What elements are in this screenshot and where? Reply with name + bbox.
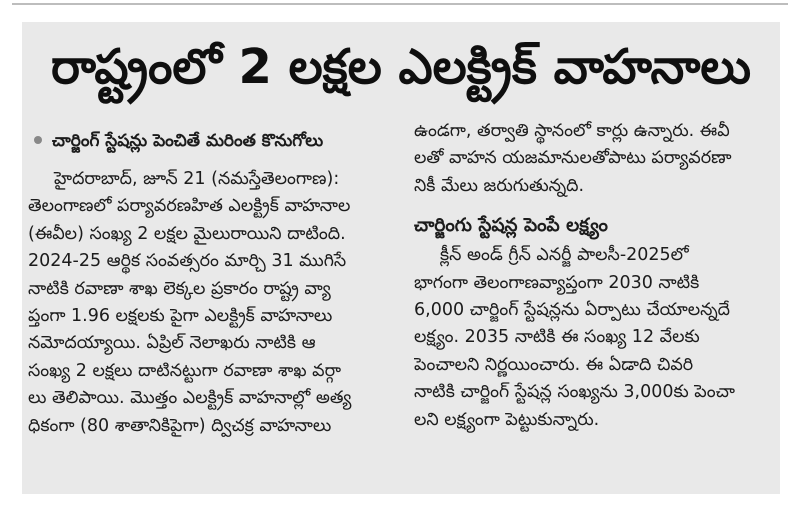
body-line: సంఖ్య 2 లక్షలు దాటినట్టుగా రవాణా శాఖ వర్గా [28, 360, 341, 381]
body-line: ప్తంగా 1.96 లక్షలకు పైగా ఎలక్ట్రిక్ వాహనాలు [28, 306, 333, 327]
body-line: క్లీన్ అండ్ గ్రీన్ ఎనర్జీ పాలసీ-2025లో [440, 245, 689, 266]
dateline: హైదరాబాద్, జూన్ 21 (నమస్తేతెలంగాణ): [54, 169, 340, 189]
body-line: (ఈవీల) సంఖ్య 2 లక్షల మైలురాయిని దాటింది. [28, 223, 346, 244]
body-line: నాటికి రవాణా శాఖ లెక్కల ప్రకారం రాష్ట్ర వ్యా [28, 278, 331, 299]
headline: రాష్ట్రంలో 2 లక్షల ఎలక్ట్రిక్ వాహనాలు [50, 39, 752, 95]
body-line: నమోదయ్యాయి. ఏప్రిల్ నెలాఖరు నాటికి ఆ [28, 333, 316, 354]
left-column [28, 126, 394, 440]
body-line: పెంచాలని నిర్ణయించారు. ఈ ఏడాది చివరి [414, 354, 694, 375]
body-line: భాగంగా తెలంగాణవ్యాప్తంగా 2030 నాటికి [414, 272, 700, 293]
body-line: నికీ మేలు జరుగుతున్నది. [414, 175, 585, 196]
body-line: 6,000 చార్జింగ్ స్టేషన్లను ఏర్పాటు చేయాలన్నదే [414, 300, 731, 321]
right-column [414, 118, 774, 434]
body-line: లతో వాహన యజమానులతోపాటు పర్యావరణా [414, 148, 732, 169]
spacer [28, 156, 394, 166]
article-card [22, 22, 780, 494]
body-line: లు తెలిపాయి. మొత్తం ఎలక్ట్రిక్ వాహనాల్లో అత్య [28, 388, 352, 409]
body-line: నాటికి చార్జింగ్ స్టేషన్ల సంఖ్యను 3,000కు పెంచా [414, 382, 735, 403]
body-line: 2024-25 ఆర్థిక సంవత్సరం మార్చి 31 ముగిసే [28, 251, 347, 272]
body-line: ఉండగా, తర్వాతి స్థానంలో కార్లు ఉన్నారు. ఈవీ [414, 121, 730, 141]
body-line: లక్ష్యం. 2035 నాటికి ఈ సంఖ్య 12 వేలకు [414, 327, 700, 348]
body-line: తెలంగాణలో పర్యావరణహిత ఎలక్ట్రిక్ వాహనాల [28, 196, 351, 217]
subheading: చార్జింగు స్టేషన్ల పెంపే లక్ష్యం [414, 215, 608, 237]
top-divider [12, 3, 788, 5]
body-line: ధికంగా (80 శాతానికిపైగా) ద్విచక్ర వాహనాలు [28, 415, 332, 436]
top-strip [0, 0, 800, 16]
bullet-text: చార్జింగ్ స్టేషన్లు పెంచితే మరింత కొనుగోలు [52, 131, 324, 151]
bullet-point [28, 126, 394, 156]
body-line: లని లక్ష్యంగా పెట్టుకున్నారు. [414, 409, 600, 430]
bullet-dot-icon [34, 136, 42, 144]
